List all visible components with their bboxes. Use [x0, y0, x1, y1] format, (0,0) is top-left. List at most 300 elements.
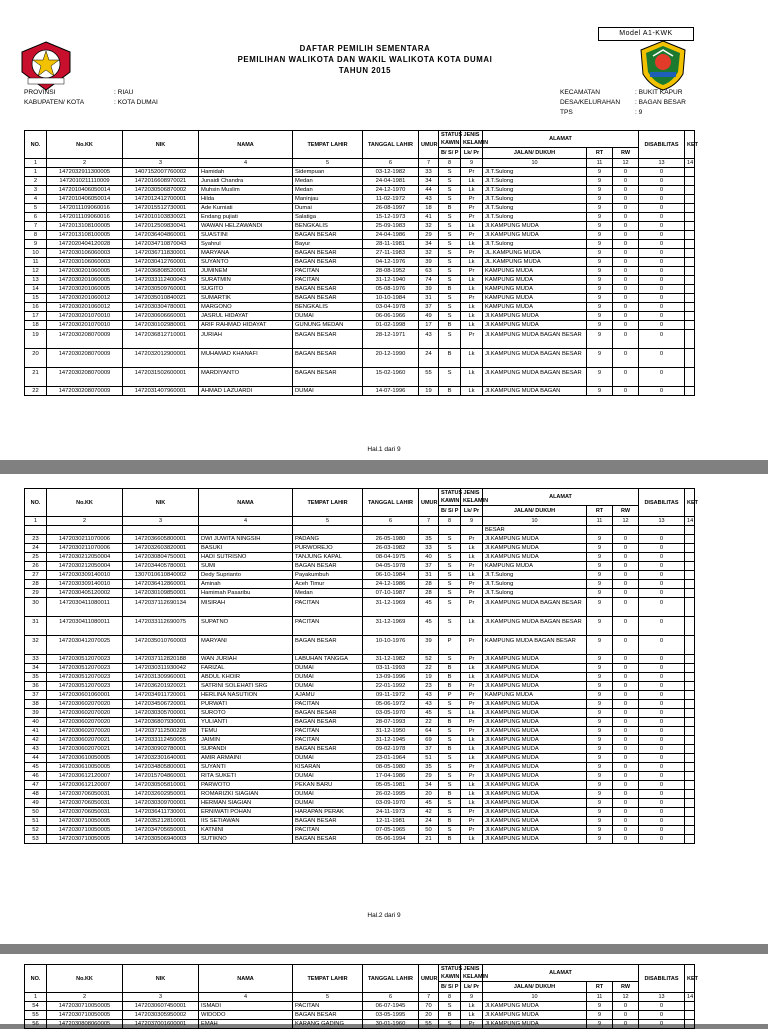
cell-status: B [439, 790, 461, 799]
cell-jalan: Jl.KAMPUNG MUDA [483, 673, 587, 682]
cell-umur: 37 [419, 562, 439, 571]
voter-table-head [25, 489, 699, 526]
header-tanggal-lahir: TANGGAL LAHIR [363, 965, 419, 993]
cell-umur: 74 [419, 276, 439, 285]
cell-nokk: 1472030412070025 [47, 636, 123, 655]
cell-no: 30 [25, 598, 47, 617]
cell-tempat-lahir: Sidempuan [293, 168, 363, 177]
header-ket: KET [685, 131, 695, 159]
cell-status: S [439, 312, 461, 321]
subheader-rt: RT [587, 506, 613, 517]
cell-umur: 43 [419, 691, 439, 700]
cell-umur: 24 [419, 349, 439, 368]
cell-nik: 1472037112500228 [123, 727, 199, 736]
table-row [25, 285, 695, 294]
cell-tempat-lahir: BAGAN BESAR [293, 835, 363, 844]
table-row [25, 790, 695, 799]
table-row [25, 186, 695, 195]
cell-rw: 0 [613, 664, 639, 673]
cell-tanggal-lahir: 31-12-1945 [363, 736, 419, 745]
cell-gender: Pr [461, 294, 483, 303]
cell-jalan: Jl.KAMPUNG MUDA [483, 826, 587, 835]
cell-rw: 0 [613, 817, 639, 826]
cell-rt: 9 [587, 330, 613, 349]
cell-no: 32 [25, 636, 47, 655]
table-row [25, 231, 695, 240]
page-1 [0, 0, 768, 460]
cell-nama: JURIAH [199, 330, 293, 349]
cell-nama: SUYANTO [199, 258, 293, 267]
cell-rt: 9 [587, 186, 613, 195]
cell-jalan: Jl.KAMPUNG MUDA [483, 763, 587, 772]
cell-nik: 1472034805800001 [123, 763, 199, 772]
cell-tanggal-lahir: 23-01-1964 [363, 754, 419, 763]
cell-jalan: Jl.T.Sulong [483, 571, 587, 580]
cell-tempat-lahir: Maninjau [293, 195, 363, 204]
cell-nama: MISIRAH [199, 598, 293, 617]
cell-tanggal-lahir: 26-03-1982 [363, 544, 419, 553]
cell-nama: JAIMIN [199, 736, 293, 745]
cell-tempat-lahir: BAGAN BESAR [293, 231, 363, 240]
cell-jalan: Jl.KAMPUNG MUDA [483, 799, 587, 808]
header-alamat: ALAMAT [483, 131, 639, 148]
cell-nik: 1472034710870043 [123, 240, 199, 249]
cell-umur: 32 [419, 222, 439, 231]
cell-jalan: Jl.KAMPUNG MUDA [483, 664, 587, 673]
table-row [25, 709, 695, 718]
cell-nik: 1307010610840002 [123, 571, 199, 580]
cell-tempat-lahir: PACITAN [293, 727, 363, 736]
cell-rt: 9 [587, 736, 613, 745]
kpu-logo-icon [18, 38, 74, 94]
cell-rw: 0 [613, 222, 639, 231]
cell-ket [685, 276, 695, 285]
cell-rt: 9 [587, 709, 613, 718]
column-number: 5 [293, 159, 363, 168]
cell-disabilitas: 0 [639, 249, 685, 258]
cell-jalan: Jl.T.Sulong [483, 195, 587, 204]
subheader-jalan: JALAN/ DUKUH [483, 982, 587, 993]
cell-jalan: Jl.KAMPUNG MUDA [483, 808, 587, 817]
cell-status: S [439, 1002, 461, 1011]
cell-jalan: Jl.T.Sulong [483, 168, 587, 177]
cell-rw: 0 [613, 772, 639, 781]
cell-rt: 9 [587, 835, 613, 844]
cell-nama: Ade Kurniati [199, 204, 293, 213]
cell-status: S [439, 195, 461, 204]
cell-disabilitas: 0 [639, 781, 685, 790]
cell-empty [685, 526, 695, 535]
cell-no: 43 [25, 745, 47, 754]
cell-nama: SURATMIN [199, 276, 293, 285]
cell-nokk: 1472030706050031 [47, 799, 123, 808]
cell-nokk: 1472030612120007 [47, 781, 123, 790]
cell-nik: 1472036807930001 [123, 718, 199, 727]
cell-nama: SUPATNO [199, 617, 293, 636]
cell-status: S [439, 330, 461, 349]
cell-status: B [439, 745, 461, 754]
cell-no: 45 [25, 763, 47, 772]
cell-umur: 29 [419, 231, 439, 240]
table-row [25, 1020, 695, 1029]
cell-nik: 1472037001600001 [123, 1020, 199, 1029]
cell-tempat-lahir: BAGAN BESAR [293, 349, 363, 368]
model-label: Model A1-KWK [598, 27, 694, 41]
cell-jalan: Jl.KAMPUNG MUDA [483, 745, 587, 754]
cell-gender: Lk [461, 1002, 483, 1011]
tps-label: TPS [560, 109, 573, 116]
cell-disabilitas: 0 [639, 772, 685, 781]
cell-gender: Lk [461, 571, 483, 580]
cell-nama: SUPANDI [199, 745, 293, 754]
table-row [25, 691, 695, 700]
cell-rt: 9 [587, 368, 613, 387]
cell-disabilitas: 0 [639, 258, 685, 267]
cell-tempat-lahir: BAGAN BESAR [293, 709, 363, 718]
cell-ket [685, 1020, 695, 1029]
subheader-jalan: JALAN/ DUKUH [483, 148, 587, 159]
cell-status: S [439, 213, 461, 222]
cell-nama: ARIF RAHMAD HIDAYAT [199, 321, 293, 330]
title-line-2: PEMILIHAN WALIKOTA DAN WAKIL WALIKOTA KOTA DUMAI [237, 55, 493, 64]
cell-tempat-lahir: PACITAN [293, 736, 363, 745]
cell-rt: 9 [587, 617, 613, 636]
table-row [25, 835, 695, 844]
cell-rw: 0 [613, 718, 639, 727]
cell-no: 23 [25, 535, 47, 544]
header-tempat-lahir: TEMPAT LAHIR [293, 489, 363, 517]
column-number: 10 [483, 517, 587, 526]
cell-jalan: Jl.KAMPUNG MUDA BAGAN [483, 387, 587, 396]
cell-nik: 1472031407960001 [123, 387, 199, 396]
cell-jalan: Jl.KAMPUNG MUDA BAGAN BESAR [483, 598, 587, 617]
cell-gender: Pr [461, 562, 483, 571]
cell-tanggal-lahir: 15-02-1960 [363, 368, 419, 387]
cell-ket [685, 835, 695, 844]
cell-empty [419, 526, 439, 535]
cell-rw: 0 [613, 213, 639, 222]
cell-nik: 1472034405780001 [123, 562, 199, 571]
cell-tanggal-lahir: 31-12-1950 [363, 727, 419, 736]
cell-nama: Hamimah Pasaribu [199, 589, 293, 598]
cell-tempat-lahir: BAGAN BESAR [293, 562, 363, 571]
cell-nik: 1472036404860001 [123, 231, 199, 240]
cell-nik: 1472032012900001 [123, 349, 199, 368]
cell-jalan: KAMPUNG MUDA [483, 294, 587, 303]
cell-tempat-lahir: PADANG [293, 535, 363, 544]
cell-gender: Pr [461, 772, 483, 781]
cell-status: S [439, 294, 461, 303]
cell-rw: 0 [613, 700, 639, 709]
cell-nik: 1472036605800001 [123, 535, 199, 544]
cell-no: 19 [25, 330, 47, 349]
cell-nokk: 1472030710050005 [47, 826, 123, 835]
cell-tanggal-lahir: 24-04-1981 [363, 177, 419, 186]
cell-rw: 0 [613, 285, 639, 294]
cell-nokk: 1472030601060001 [47, 691, 123, 700]
cell-disabilitas: 0 [639, 349, 685, 368]
village-label: DESA/KELURAHAN [560, 99, 621, 106]
cell-umur: 33 [419, 168, 439, 177]
subheader-rt: RT [587, 148, 613, 159]
cell-status: S [439, 772, 461, 781]
cell-umur: 24 [419, 817, 439, 826]
table-row [25, 700, 695, 709]
cell-rt: 9 [587, 195, 613, 204]
cell-ket [685, 580, 695, 589]
cell-no: 54 [25, 1002, 47, 1011]
cell-rw: 0 [613, 368, 639, 387]
cell-umur: 49 [419, 312, 439, 321]
cell-gender: Pr [461, 700, 483, 709]
cell-no: 46 [25, 772, 47, 781]
cell-rw: 0 [613, 1020, 639, 1029]
header-tanggal-lahir: TANGGAL LAHIR [363, 131, 419, 159]
cell-rt: 9 [587, 213, 613, 222]
cell-ket [685, 177, 695, 186]
subheader-gender: Lk/ Pr [461, 148, 483, 159]
cell-tanggal-lahir: 13-09-1996 [363, 673, 419, 682]
cell-nokk: 1472030201060005 [47, 285, 123, 294]
cell-umur: 39 [419, 636, 439, 655]
table-row [25, 535, 695, 544]
cell-rw: 0 [613, 655, 639, 664]
voter-table-body [25, 168, 695, 396]
cell-umur: 35 [419, 763, 439, 772]
cell-nokk: 1472010211110009 [47, 177, 123, 186]
column-number-row [25, 159, 695, 168]
cell-gender: Pr [461, 267, 483, 276]
cell-nama: SUTIKNO [199, 835, 293, 844]
cell-gender: Pr [461, 718, 483, 727]
cell-nokk: 1472030212050004 [47, 553, 123, 562]
cell-tempat-lahir: BAGAN BESAR [293, 258, 363, 267]
district-value: : BUKIT KAPUR [635, 89, 683, 96]
cell-nokk: 1472030309140010 [47, 580, 123, 589]
cell-empty [439, 526, 461, 535]
cell-tanggal-lahir: 24-11-1973 [363, 808, 419, 817]
cell-nama: Hilda [199, 195, 293, 204]
cell-rw: 0 [613, 349, 639, 368]
cell-nama: WAN JURIAH [199, 655, 293, 664]
cell-nik: 1472035010840021 [123, 294, 199, 303]
cell-rt: 9 [587, 349, 613, 368]
cell-status: S [439, 709, 461, 718]
table-row [25, 222, 695, 231]
header-jenis-kelamin: JENIS KELAMIN [461, 489, 483, 506]
table-row [25, 294, 695, 303]
column-number: 14 [685, 517, 695, 526]
voter-table-head [25, 965, 699, 1002]
cell-no: 15 [25, 294, 47, 303]
column-number: 4 [199, 993, 293, 1002]
cell-nik: 1472036812710001 [123, 330, 199, 349]
cell-rw: 0 [613, 387, 639, 396]
column-number: 14 [685, 159, 695, 168]
cell-tempat-lahir: Bayur [293, 240, 363, 249]
cell-nokk: 1472030106060003 [47, 258, 123, 267]
table-row [25, 754, 695, 763]
cell-umur: 22 [419, 664, 439, 673]
tps-value: : 9 [635, 109, 643, 116]
cell-ket [685, 222, 695, 231]
cell-gender: Lk [461, 258, 483, 267]
cell-rt: 9 [587, 177, 613, 186]
cell-ket [685, 258, 695, 267]
cell-disabilitas: 0 [639, 682, 685, 691]
cell-gender: Lk [461, 349, 483, 368]
cell-status: S [439, 276, 461, 285]
cell-gender: Lk [461, 799, 483, 808]
cell-gender: Lk [461, 745, 483, 754]
cell-tempat-lahir: DUMAI [293, 682, 363, 691]
cell-tempat-lahir: BAGAN BESAR [293, 1011, 363, 1020]
cell-rw: 0 [613, 544, 639, 553]
cell-disabilitas: 0 [639, 177, 685, 186]
cell-no: 8 [25, 231, 47, 240]
cell-tanggal-lahir: 08-04-1975 [363, 553, 419, 562]
cell-rw: 0 [613, 745, 639, 754]
cell-nik: 1472012509830041 [123, 222, 199, 231]
header-no: NO. [25, 489, 47, 517]
cell-nama: YULIANTI [199, 718, 293, 727]
cell-status: B [439, 387, 461, 396]
cell-tempat-lahir: PACITAN [293, 826, 363, 835]
cell-gender: Lk [461, 617, 483, 636]
column-number: 7 [419, 517, 439, 526]
cell-no: 14 [25, 285, 47, 294]
column-number: 6 [363, 159, 419, 168]
cell-umur: 32 [419, 249, 439, 258]
column-number: 13 [639, 993, 685, 1002]
cell-rt: 9 [587, 222, 613, 231]
cell-jalan: Jl.KAMPUNG MUDA [483, 1002, 587, 1011]
header-row [25, 489, 695, 506]
cell-disabilitas: 0 [639, 267, 685, 276]
cell-nokk: 1472030106060003 [47, 249, 123, 258]
cell-no: 25 [25, 553, 47, 562]
cell-umur: 29 [419, 772, 439, 781]
cell-tanggal-lahir: 09-02-1978 [363, 745, 419, 754]
cell-rw: 0 [613, 589, 639, 598]
cell-ket [685, 368, 695, 387]
table-row [25, 718, 695, 727]
cell-umur: 44 [419, 186, 439, 195]
cell-tanggal-lahir: 05-08-1976 [363, 285, 419, 294]
cell-no: 2 [25, 177, 47, 186]
cell-rt: 9 [587, 553, 613, 562]
cell-ket [685, 231, 695, 240]
cell-no: 1 [25, 168, 47, 177]
cell-tempat-lahir: BAGAN BESAR [293, 636, 363, 655]
cell-gender: Pr [461, 195, 483, 204]
cell-disabilitas: 0 [639, 240, 685, 249]
cell-tempat-lahir: DUMAI [293, 754, 363, 763]
cell-ket [685, 817, 695, 826]
cell-tanggal-lahir: 12-11-1981 [363, 817, 419, 826]
cell-disabilitas: 0 [639, 1011, 685, 1020]
cell-rt: 9 [587, 168, 613, 177]
cell-nama: MARGONO [199, 303, 293, 312]
cell-status: S [439, 553, 461, 562]
table-row [25, 562, 695, 571]
cell-umur: 22 [419, 718, 439, 727]
cell-tempat-lahir: BENGKALIS [293, 222, 363, 231]
cell-tempat-lahir: Medan [293, 589, 363, 598]
cell-ket [685, 553, 695, 562]
cell-disabilitas: 0 [639, 204, 685, 213]
cell-nik: 1472030102980001 [123, 321, 199, 330]
cell-gender: Pr [461, 249, 483, 258]
cell-nokk: 1472011109060016 [47, 204, 123, 213]
cell-nokk: 1472030201070010 [47, 312, 123, 321]
cell-nik: 1472037112820188 [123, 655, 199, 664]
cell-nama: MARYANA [199, 249, 293, 258]
cell-no: 5 [25, 204, 47, 213]
cell-tanggal-lahir: 24-12-1986 [363, 580, 419, 589]
cell-nama: WIDODO [199, 1011, 293, 1020]
cell-rt: 9 [587, 571, 613, 580]
cell-tempat-lahir: Aceh Timur [293, 580, 363, 589]
cell-status: S [439, 781, 461, 790]
cell-jalan: KAMPUNG MUDA BAGAN BESAR [483, 636, 587, 655]
cell-tanggal-lahir: 09-11-1972 [363, 691, 419, 700]
table-row [25, 1011, 695, 1020]
table-row [25, 177, 695, 186]
page-2 [0, 474, 768, 944]
cell-tanggal-lahir: 11-02-1972 [363, 195, 419, 204]
cell-no: 17 [25, 312, 47, 321]
cell-no: 6 [25, 213, 47, 222]
cell-rt: 9 [587, 781, 613, 790]
cell-tanggal-lahir: 05-06-1994 [363, 835, 419, 844]
header-status-kawin: STATUS KAWIN [439, 965, 461, 982]
cell-rw: 0 [613, 330, 639, 349]
column-number-row [25, 993, 695, 1002]
column-number: 2 [47, 993, 123, 1002]
header-tempat-lahir: TEMPAT LAHIR [293, 965, 363, 993]
cell-rw: 0 [613, 186, 639, 195]
continuation-row [25, 526, 695, 535]
cell-nama: BASUKI [199, 544, 293, 553]
cell-rw: 0 [613, 617, 639, 636]
cell-nama: AHMAD LAZUARDI [199, 387, 293, 396]
cell-umur: 70 [419, 1002, 439, 1011]
cell-tanggal-lahir: 31-12-1940 [363, 276, 419, 285]
cell-rw: 0 [613, 258, 639, 267]
cell-rt: 9 [587, 294, 613, 303]
cell-umur: 34 [419, 240, 439, 249]
column-number: 9 [461, 517, 483, 526]
cell-ket [685, 562, 695, 571]
column-number-row [25, 517, 695, 526]
table-row [25, 553, 695, 562]
cell-tanggal-lahir: 06-06-1966 [363, 312, 419, 321]
cell-rt: 9 [587, 387, 613, 396]
cell-nokk: 1472030211070006 [47, 544, 123, 553]
cell-nokk: 1472030612120007 [47, 772, 123, 781]
cell-status: S [439, 222, 461, 231]
cell-gender: Lk [461, 781, 483, 790]
page-3 [0, 954, 768, 1027]
cell-disabilitas: 0 [639, 387, 685, 396]
cell-no: 55 [25, 1011, 47, 1020]
cell-umur: 31 [419, 571, 439, 580]
table-row [25, 213, 695, 222]
cell-nama: WAWAN HELZAWANDI [199, 222, 293, 231]
cell-ket [685, 655, 695, 664]
table-row [25, 571, 695, 580]
